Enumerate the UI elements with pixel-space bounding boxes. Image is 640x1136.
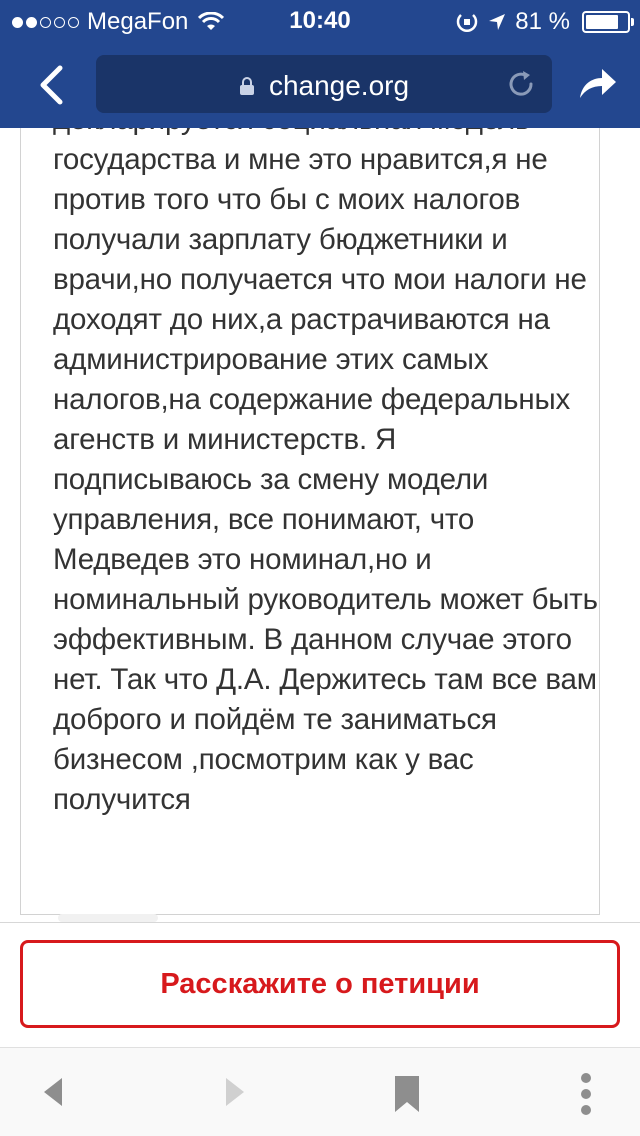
divider <box>0 922 640 923</box>
comment-card <box>20 100 600 915</box>
address-bar[interactable] <box>96 55 552 113</box>
reload-icon[interactable] <box>504 67 538 101</box>
status-right-group <box>455 8 630 36</box>
url-host-text: change.org <box>268 70 410 101</box>
share-petition-button[interactable]: Расскажите о петиции <box>20 940 620 1028</box>
bookmark-icon[interactable] <box>392 1074 422 1114</box>
address-host <box>96 70 552 102</box>
rotation-lock-icon <box>455 11 479 33</box>
comment-text <box>53 100 598 820</box>
battery-icon <box>582 11 630 33</box>
status-bar <box>0 0 640 40</box>
share-arrow-icon[interactable] <box>578 66 618 100</box>
back-chevron-icon[interactable] <box>28 60 78 110</box>
comment-body: государства и мне это нравится,я не против того что бы с моих налогов получали зарплату бюджетники и врачи,но получается что мои налоги не доходят до них,а растрачиваются на администрирование этих самых налогов,на содержание федеральных агенств и министерств. Я подписываюсь за смену модели управления, все понимают, что Медведев это номинал,но и номинальный руководитель может быть эффективным. В данном случае этого нет. Так что Д.А. Держитесь там все вам доброго и пойдём те заниматься бизнесом ,посмотрим как у вас получится <box>53 143 598 816</box>
location-arrow-icon <box>487 12 507 32</box>
nav-back-icon[interactable] <box>40 1074 66 1110</box>
status-time: 10:40 <box>289 7 351 34</box>
browser-nav-row <box>0 52 640 114</box>
nav-forward-icon[interactable] <box>222 1074 248 1110</box>
carrier-name: MegaFon <box>87 8 189 35</box>
more-menu-icon[interactable] <box>576 1072 596 1116</box>
browser-toolbar <box>0 1047 640 1136</box>
battery-fill <box>586 15 618 29</box>
lock-icon <box>239 76 255 96</box>
card-footer-pill <box>58 914 158 922</box>
browser-header <box>0 0 640 128</box>
battery-percent: 81 % <box>515 8 570 35</box>
